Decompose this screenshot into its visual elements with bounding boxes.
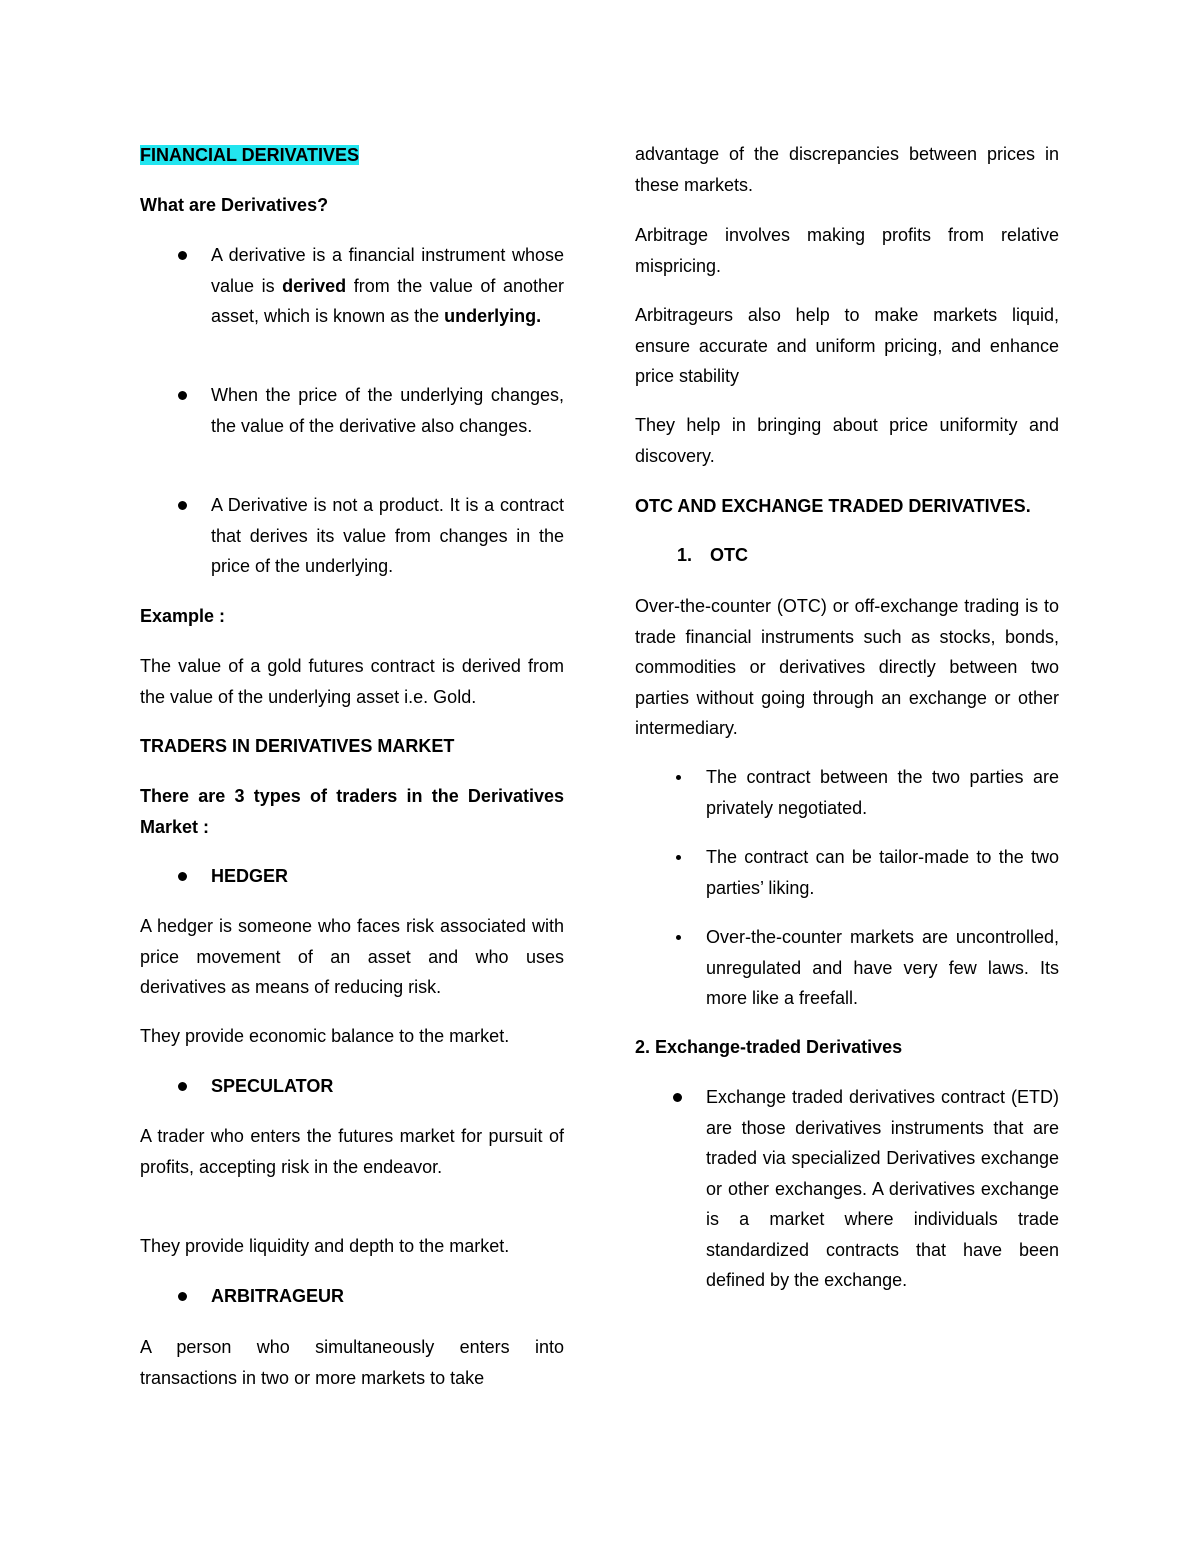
hedger-text-2: They provide economic balance to the market. [140,1026,510,1046]
otc-bullet-3: Over-the-counter markets are uncontrolled, unregulated and have very few laws. Its more like a freefall. [706,922,1059,1014]
bullet-dot-icon [178,251,187,260]
bullet-dot-icon [676,935,681,940]
arbitrage-paragraph-2: Arbitrageurs also help to make markets liquid, ensure accurate and uniform pricing, and enhance price stability [635,305,1059,386]
bullet-dot-icon [178,501,187,510]
bullet-dot-icon [178,1292,187,1301]
bullet-dot-icon [676,775,681,780]
bullet-dot-icon [673,1093,682,1102]
arbitrage-paragraph-1: Arbitrage involves making profits from relative mispricing. [635,225,1059,276]
arbitrage-continuation: advantage of the discrepancies between prices in these markets. [635,144,1059,195]
bullet-dot-icon [676,855,681,860]
what-bullet-2: When the price of the underlying changes, the value of the derivative also changes. [211,380,564,441]
otc-text: Over-the-counter (OTC) or off-exchange trading is to trade financial instruments such as stocks, bonds, commodities or derivatives directly between two parties without going through an exchange or other intermediary. [635,596,1059,738]
otc-subheading: 1. OTC [710,540,748,571]
speculator-label: SPECULATOR [211,1071,564,1102]
arbitrageur-label: ARBITRAGEUR [211,1281,564,1312]
etd-heading: 2. Exchange-traded Derivatives [635,1037,903,1057]
otc-bullet-2: The contract can be tailor-made to the two parties’ liking. [706,842,1059,903]
bullet-dot-icon [178,391,187,400]
example-heading: Example : [140,606,226,626]
hedger-label: HEDGER [211,861,564,892]
title-highlight: FINANCIAL DERIVATIVES [140,145,360,165]
what-bullet-3: A Derivative is not a product. It is a contract that derives its value from changes in the price of the underlying. [211,490,564,582]
list-number: 1. [677,545,693,565]
etd-bullet: Exchange traded derivatives contract (ETD) are those derivatives instruments that are traded via specialized Derivatives exchange or other exchanges. A derivatives exchange is a market where individuals trade standardized contracts that have been defined by the exchange. [706,1082,1059,1296]
arbitrageur-text: A person who simultaneously enters into transactions in two or more markets to take [140,1337,564,1388]
speculator-text: A trader who enters the futures market for pursuit of profits, accepting risk in the endeavor. [140,1126,564,1177]
otc-section-heading: OTC AND EXCHANGE TRADED DERIVATIVES. [635,496,1031,516]
speculator-text-2: They provide liquidity and depth to the market. [140,1236,510,1256]
bullet-dot-icon [178,1082,187,1091]
otc-bullet-1: The contract between the two parties are privately negotiated. [706,762,1059,823]
hedger-text: A hedger is someone who faces risk associated with price movement of an asset and who uses derivatives as means of reducing risk. [140,916,564,997]
bullet-dot-icon [178,872,187,881]
document-title [140,140,564,171]
traders-heading: TRADERS IN DERIVATIVES MARKET [140,736,455,756]
what-bullet-1: A derivative is a financial instrument whose value is derived from the value of another asset, which is known as the underlying. [211,240,564,332]
traders-intro: There are 3 types of traders in the Derivatives Market : [140,786,564,837]
arbitrage-paragraph-3: They help in bringing about price uniformity and discovery. [635,415,1059,466]
example-text: The value of a gold futures contract is derived from the value of the underlying asset i.e. Gold. [140,656,564,707]
what-heading: What are Derivatives? [140,195,329,215]
